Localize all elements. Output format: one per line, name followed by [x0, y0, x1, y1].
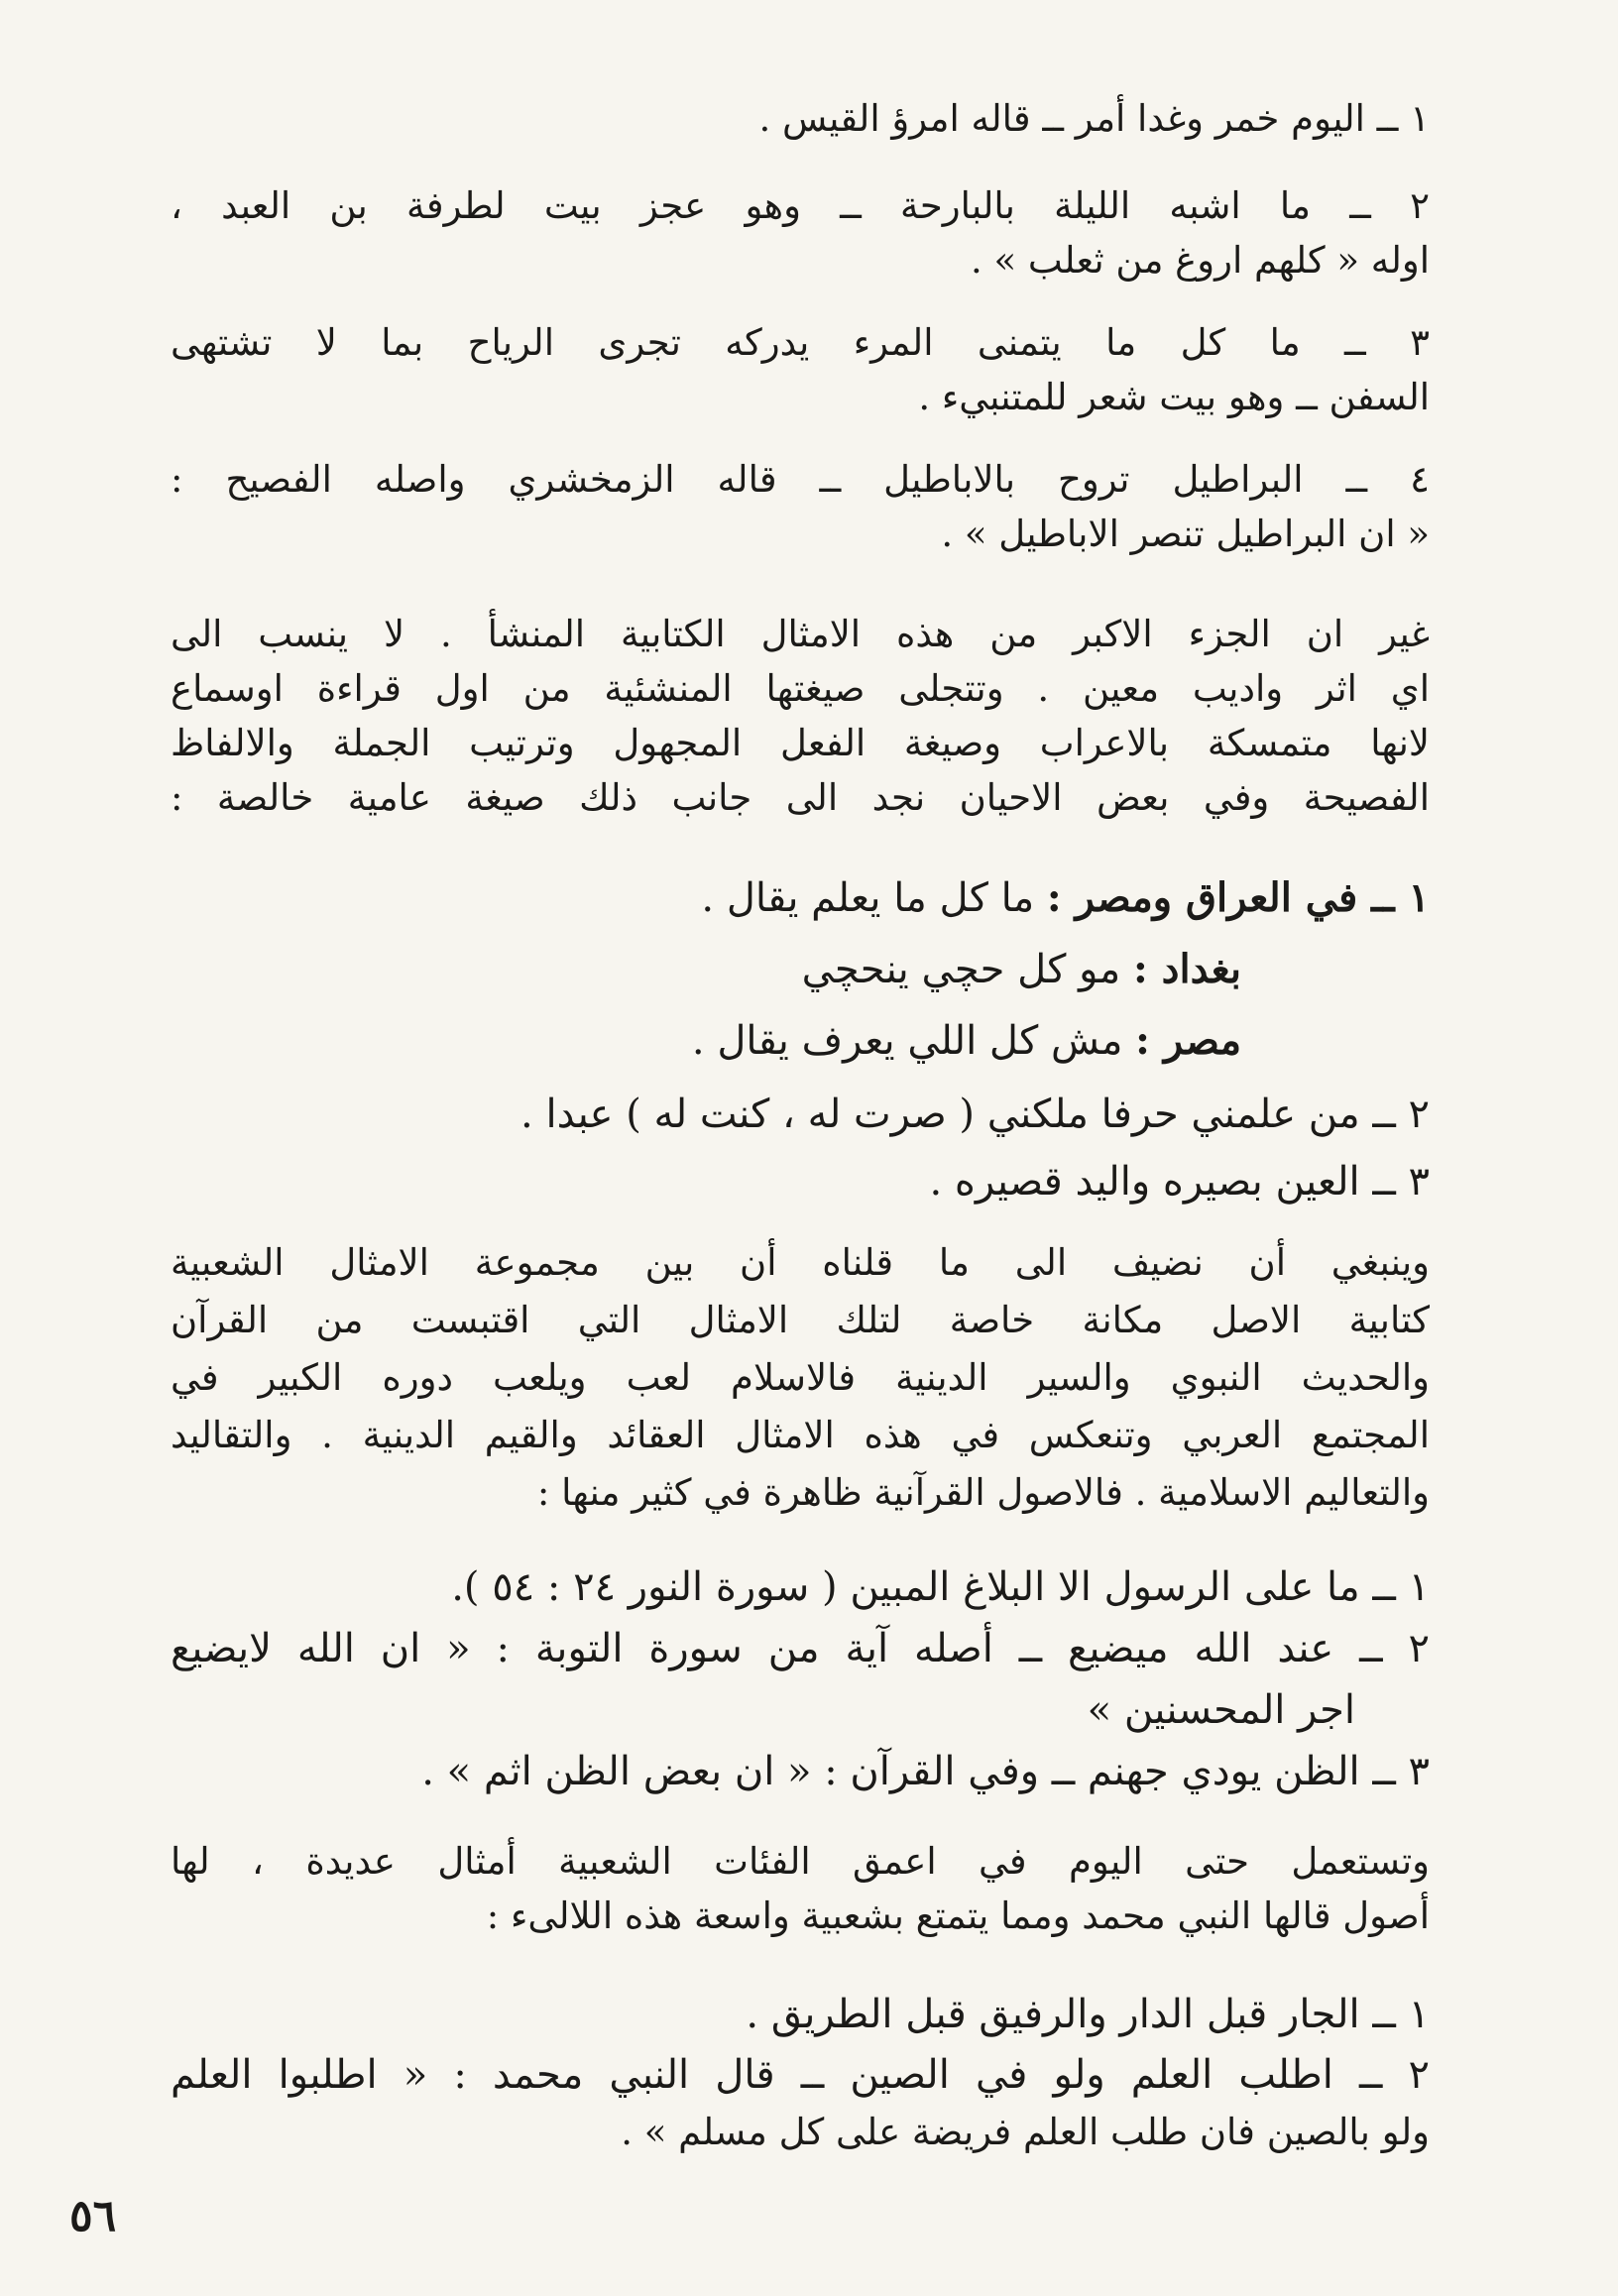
text-line: كتابية الاصل مكانة خاصة لتلك الامثال التي اقتبست من القرآن — [171, 1299, 1430, 1341]
dialect-label: ١ ــ في العراق ومصر : — [1046, 874, 1430, 921]
dialect-line-2 — [171, 934, 1430, 1005]
text-line: ولو بالصين فان طلب العلم فريضة على كل مسلم » . — [621, 2111, 1430, 2153]
paragraph-1 — [171, 607, 1430, 825]
text-line: الفصيحة وفي بعض الاحيان نجد الى جانب ذلك صيغة عامية خالصة : — [171, 776, 1430, 819]
text-line: ٢ ــ عند الله ميضيع ــ أصله آية من سورة التوبة : « ان الله لايضيع — [171, 1626, 1430, 1671]
quran-examples — [171, 1556, 1430, 1802]
text-line: اي اثر واديب معين . وتتجلى صيغتها المنشئية من اول قراءة اوسماع — [171, 667, 1430, 710]
text-line: المجتمع العربي وتنعكس في هذه الامثال العقائد والقيم الدينية . والتقاليد — [171, 1414, 1430, 1456]
text-line: والتعاليم الاسلامية . فالاصول القرآنية ظاهرة في كثير منها : — [536, 1471, 1430, 1514]
examples-2-3 — [171, 1081, 1430, 1215]
hadith-examples — [171, 1983, 1430, 2161]
dialect-text: مش كل اللي يعرف يقال . — [691, 1018, 1136, 1064]
text-line: ٤ ــ البراطيل تروح بالاباطيل ــ قاله الزمخشري واصله الفصيح : — [171, 458, 1430, 501]
text-line: غير ان الجزء الاكبر من هذه الامثال الكتابية المنشأ . لا ينسب الى — [171, 613, 1430, 655]
example-2 — [171, 178, 1430, 287]
text-line: « ان البراطيل تنصر الاباطيل » . — [941, 513, 1430, 555]
text-line: أصول قالها النبي محمد ومما يتمتع بشعبية واسعة هذه اللالىء : — [486, 1894, 1430, 1937]
text-line: اجر المحسنين » — [1087, 1687, 1355, 1733]
dialect-examples — [171, 862, 1430, 1077]
text-line: اوله « كلهم اروغ من ثعلب » . — [971, 239, 1430, 282]
text-line: ٣ ــ الظن يودي جهنم ــ وفي القرآن : « ان بعض الظن اثم » . — [421, 1749, 1430, 1794]
text-line: السفن ــ وهو بيت شعر للمتنبيء . — [918, 376, 1430, 418]
example-3 — [171, 315, 1430, 424]
text-line: ٣ ــ العين بصيره واليد قصيره . — [929, 1159, 1430, 1205]
text-line: ٢ ــ ما اشبه الليلة بالبارحة ــ وهو عجز بيت لطرفة بن العبد ، — [171, 184, 1430, 227]
dialect-line-1 — [171, 862, 1430, 934]
text-line: وتستعمل حتى اليوم في اعمق الفئات الشعبية أمثال عديدة ، لها — [171, 1840, 1430, 1883]
dialect-label: مصر : — [1135, 1017, 1241, 1064]
page-number: ٥٦ — [69, 2191, 117, 2241]
text-line: ١ ــ ما على الرسول الا البلاغ المبين ( سورة النور ٢٤ : ٥٤ ). — [451, 1564, 1430, 1610]
dialect-text: ما كل ما يعلم يقال . — [701, 875, 1047, 921]
text-line: لانها متمسكة بالاعراب وصيغة الفعل المجهول وترتيب الجملة والالفاظ — [171, 722, 1430, 764]
paragraph-3 — [171, 1834, 1430, 1943]
text-line: ٣ ــ ما كل ما يتمنى المرء يدركه تجرى الرياح بما لا تشتهى — [171, 321, 1430, 364]
paragraph-2 — [171, 1234, 1430, 1522]
text-line: ١ ــ اليوم خمر وغدا أمر ــ قاله امرؤ القيس . — [758, 97, 1430, 140]
text-line: ١ ــ الجار قبل الدار والرفيق قبل الطريق . — [746, 1992, 1430, 2037]
text-line: والحديث النبوي والسير الدينية فالاسلام لعب ويلعب دوره الكبير في — [171, 1356, 1430, 1399]
dialect-text: مو كل حچي ينحچي — [801, 947, 1133, 992]
text-line: ٢ ــ من علمني حرفا ملكني ( صرت له ، كنت له ) عبدا . — [520, 1091, 1430, 1137]
example-4 — [171, 452, 1430, 561]
dialect-line-3 — [171, 1005, 1430, 1077]
examples-intro — [171, 91, 1430, 146]
text-line: وينبغي أن نضيف الى ما قلناه أن بين مجموعة الامثال الشعبية — [171, 1241, 1430, 1284]
dialect-label: بغداد : — [1132, 946, 1241, 992]
text-line: ٢ ــ اطلب العلم ولو في الصين ــ قال النبي محمد : « اطلبوا العلم — [171, 2052, 1430, 2098]
